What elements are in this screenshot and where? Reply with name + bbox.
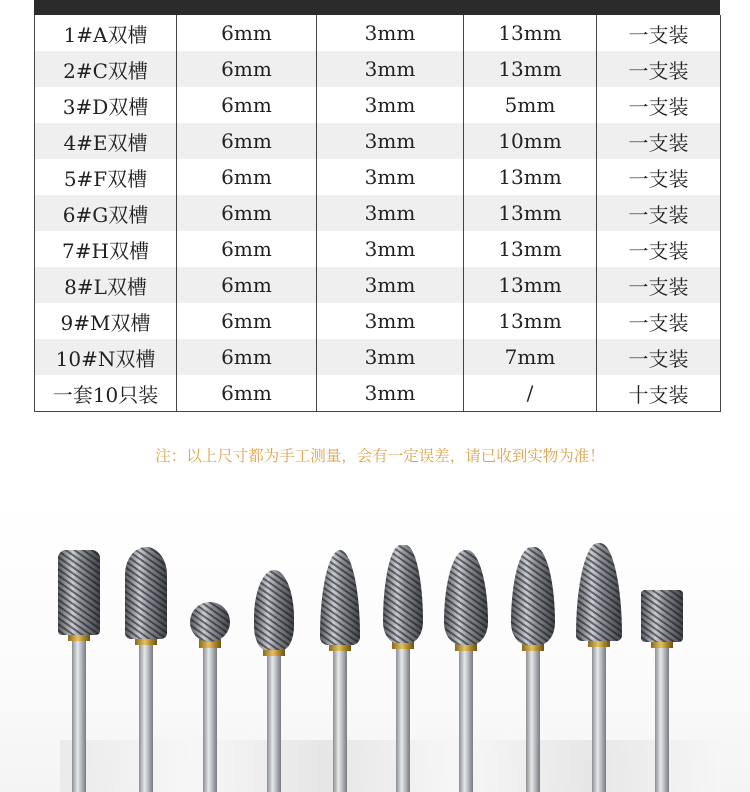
bit-head [383, 545, 423, 643]
bit-head [190, 602, 230, 642]
table-row [35, 51, 721, 87]
table-row [35, 159, 721, 195]
table-cell: 6mm [177, 375, 317, 412]
burr-bit [576, 543, 622, 792]
bit-shank [203, 646, 217, 792]
table-cell: 6mm [177, 87, 317, 123]
burr-bit [320, 550, 360, 792]
burr-bit [383, 545, 423, 792]
table-cell: 7mm [464, 339, 597, 375]
table-cell: 十支装 [597, 375, 721, 412]
table-cell: 6mm [177, 267, 317, 303]
burr-bit [254, 570, 294, 792]
table-cell: 一支装 [597, 195, 721, 231]
bit-head [641, 590, 683, 642]
table-cell: 一支装 [597, 15, 721, 51]
burr-bit [641, 590, 683, 792]
table-row [35, 231, 721, 267]
table-cell: 6mm [177, 303, 317, 339]
bit-head [125, 547, 167, 639]
table-cell: 13mm [464, 159, 597, 195]
table-cell: 10#N双槽 [35, 339, 177, 375]
table-cell: 一支装 [597, 339, 721, 375]
table-cell: 13mm [464, 195, 597, 231]
bit-head [576, 543, 622, 641]
table-cell: 一支装 [597, 267, 721, 303]
table-cell: 3mm [317, 51, 464, 87]
table-cell: 10mm [464, 123, 597, 159]
table-cell: 3mm [317, 231, 464, 267]
burr-bit [511, 547, 555, 792]
bit-shank [592, 645, 606, 792]
table-cell: 3mm [317, 195, 464, 231]
table-cell: 3mm [317, 15, 464, 51]
bit-shank [396, 647, 410, 792]
table-row [35, 87, 721, 123]
table-cell: 6mm [177, 231, 317, 267]
table-cell: 13mm [464, 267, 597, 303]
table-cell: 一套10只装 [35, 375, 177, 412]
table-row [35, 375, 721, 412]
table-row [35, 339, 721, 375]
bit-shank [72, 639, 86, 792]
table-cell: 3mm [317, 375, 464, 412]
table-cell: 13mm [464, 303, 597, 339]
table-cell: 13mm [464, 51, 597, 87]
table-cell: 5#F双槽 [35, 159, 177, 195]
table-cell: 6mm [177, 339, 317, 375]
table-cell: 8#L双槽 [35, 267, 177, 303]
table-cell: 6mm [177, 51, 317, 87]
product-photo [0, 495, 750, 792]
table-cell: 3mm [317, 303, 464, 339]
table-cell: 3mm [317, 339, 464, 375]
table-row [35, 123, 721, 159]
measurement-note: 注：以上尺寸都为手工测量，会有一定误差，请已收到实物为准！ [155, 447, 605, 465]
table-cell: 4#E双槽 [35, 123, 177, 159]
burr-bit [444, 550, 488, 792]
table-cell: 一支装 [597, 303, 721, 339]
table-cell: 13mm [464, 231, 597, 267]
bit-head [58, 550, 100, 635]
table-cell: 9#M双槽 [35, 303, 177, 339]
table-row [35, 195, 721, 231]
bit-shank [333, 649, 347, 792]
table-cell: 3#D双槽 [35, 87, 177, 123]
table-cell: 3mm [317, 159, 464, 195]
table-header [34, 0, 720, 15]
table-cell: 13mm [464, 15, 597, 51]
table-row [35, 303, 721, 339]
table-cell: / [464, 375, 597, 412]
table-row [35, 267, 721, 303]
bit-shank [139, 643, 153, 792]
table-cell: 6mm [177, 195, 317, 231]
table-cell: 6mm [177, 123, 317, 159]
bit-head [320, 550, 360, 645]
burr-bit [190, 602, 230, 792]
table-cell: 3mm [317, 87, 464, 123]
table-cell: 一支装 [597, 159, 721, 195]
table-cell: 3mm [317, 123, 464, 159]
table-cell: 5mm [464, 87, 597, 123]
bit-shank [655, 646, 669, 792]
bit-shank [267, 654, 281, 792]
burr-bit [58, 550, 100, 792]
spec-table-body [35, 15, 721, 412]
table-cell: 一支装 [597, 51, 721, 87]
table-cell: 7#H双槽 [35, 231, 177, 267]
table-cell: 6#G双槽 [35, 195, 177, 231]
bit-head [254, 570, 294, 650]
table-cell: 1#A双槽 [35, 15, 177, 51]
bit-head [444, 550, 488, 645]
table-cell: 2#C双槽 [35, 51, 177, 87]
bit-head [511, 547, 555, 645]
spec-table [34, 15, 721, 412]
table-cell: 6mm [177, 159, 317, 195]
table-cell: 一支装 [597, 231, 721, 267]
table-cell: 一支装 [597, 123, 721, 159]
bit-shank [526, 649, 540, 792]
table-cell: 3mm [317, 267, 464, 303]
table-row [35, 15, 721, 51]
burr-bit [125, 547, 167, 792]
table-cell: 一支装 [597, 87, 721, 123]
bit-shank [459, 649, 473, 792]
table-cell: 6mm [177, 15, 317, 51]
